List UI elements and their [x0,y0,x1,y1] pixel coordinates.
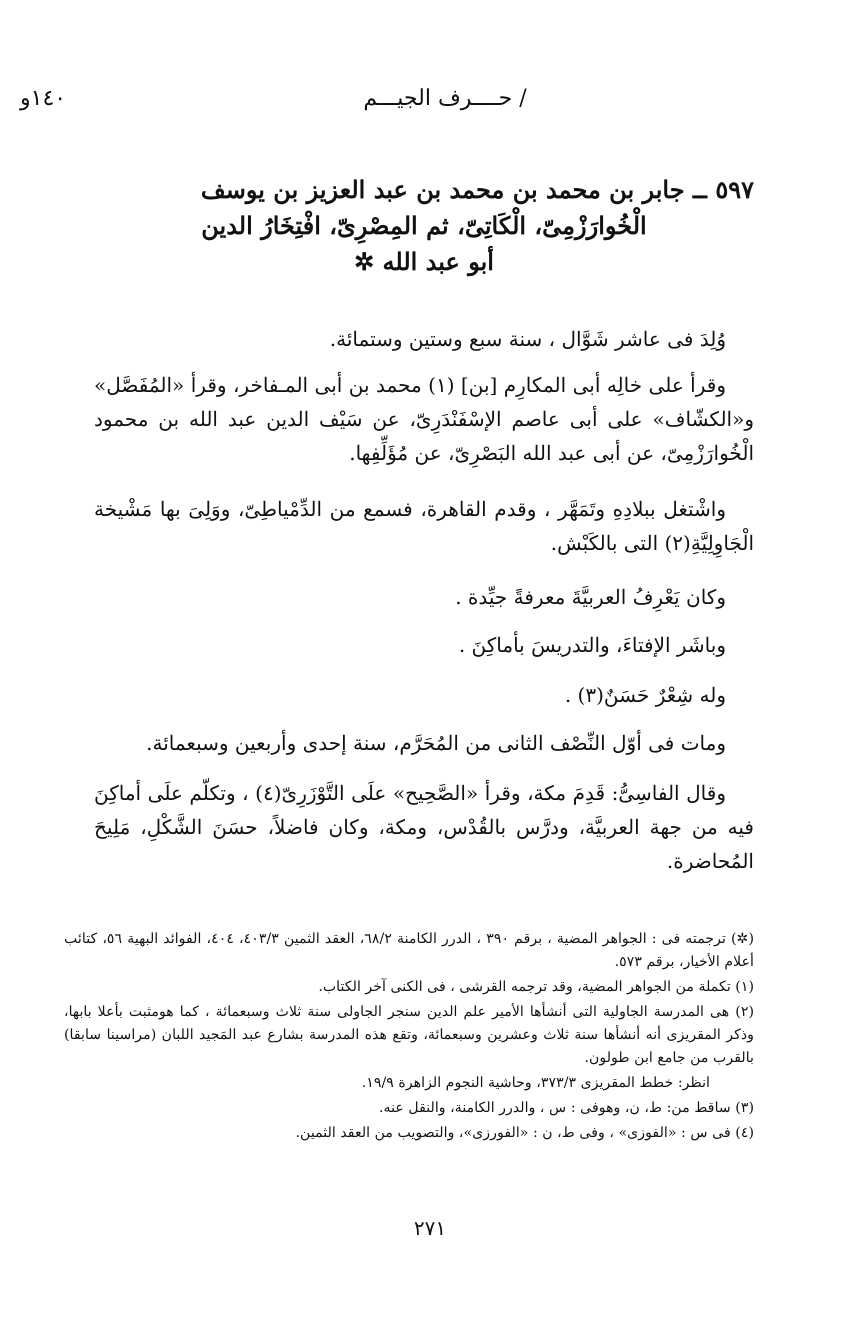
body-paragraph-5: وباشَر الإفتاءَ، والتدريسَ بأماكِنَ . [458,633,726,657]
body-paragraph-3: واشْتغل ببلادِهِ وتَمَهَّر ، وقدم القاهرة، فسمع من الدِّمْياطِىّ، ووَلِىَ بها مَشْيخة الْجَاوِلِيَّةِ(٢) التى بالكَبْش. [94,497,754,555]
footnote-4: (٤) فى س : «الفوزى» ، وفى ط، ن : «الفورزى»، والتصويب من العقد الثمين. [295,1125,754,1141]
footnote-star: (✲) ترجمته فى : الجواهر المضية ، برقم ٣٩٠ ، الدرر الكامنة ٦٨/٢، العقد الثمين ٤٠٣/٣، ٤٠٤، الفوائد البهية ٥٦، كتائب أعلام الأخيار، برقم ٥٧٣. [64,931,754,970]
body-paragraph-6: وله شِعْرٌ حَسَنٌ(٣) . [564,683,726,707]
entry-heading [94,172,754,280]
page-number: ٢٧١ [413,1216,447,1240]
entry-heading-line-3: أبو عبد الله ✲ [354,247,494,276]
body-paragraph-4: وكان يَعْرِفُ العربيَّةَ معرفةً جيِّدة . [455,585,726,609]
entry-heading-line-1: ٥٩٧ ــ جابر بن محمد بن محمد بن عبد العزيز بن يوسف [200,175,754,204]
body-paragraph-8: وقال الفاسِىُّ: قَدِمَ مكة، وقرأ «الصَّحِيح» علَى التَّوْزَرِىّ(٤) ، وتكلّم علَى أماكِنَ فيه من جهة العربيَّة، ودرَّس بالقُدْس، ومكة، وكان فاضلاً، حسَنَ الشَّكْلِ، مَلِيحَ المُحاضرة. [94,781,754,873]
entry-heading-line-2: الْخُوارَزْمِىّ، الْكَاتِىّ، ثم المِصْرِىّ، افْتِخَارُ الدين [201,211,647,240]
footnotes [64,928,754,1147]
footnote-2-reference: انظر: خطط المقريزى ٣٧٣/٣، وحاشية النجوم الزاهرة ١٩/٩. [361,1075,710,1091]
footnote-1: (١) تكملة من الجواهر المضية، وقد ترجمه القرشى ، فى الكنى آخر الكتاب. [318,979,754,995]
footnote-3: (٣) ساقط من: ط، ن، وهوفى : س ، والدرر الكامنة، والنقل عنه. [378,1100,754,1116]
folio-number: ١٤٠و [20,86,67,111]
body-paragraph-2: وقرأ على خالِه أبى المكارِم [بن] (١) محمد بن أبى المـفاخر، وقرأ «المُفَصَّل» و«الكشّاف» على أبى عاصم الإسْفَنْدَرِىّ، عن سَيْف الدين عبد الله بن محمود الْخُوارَزْمِىّ، عن أبى عبد الله البَصْرِىّ، عن مُؤَلِّفِها. [94,373,754,465]
body-paragraph-1: وُلِدَ فى عاشر شَوَّال ، سنة سبع وستين وستمائة. [329,327,726,351]
body-paragraph-7: ومات فى أوّل النِّصْف الثانى من المُحَرَّم، سنة إحدى وأربعين وسبعمائة. [146,731,726,755]
footnote-2: (٢) هى المدرسة الجاولية التى أنشأها الأمير علم الدين سنجر الجاولى سنة ثلاث وسبعمائة ، كما هومثبت بأعلا بابها، وذكر المقريزى أنه أنشأها سنة ثلاث وعشرين وسبعمائة، وتقع هذه المدرسة بشارع عبد المَجيد اللبان (مراسينا سابقا) بالقرب من جامع ابن طولون. [64,1004,754,1066]
running-head: / حــــرف الجيـــم [363,86,527,111]
